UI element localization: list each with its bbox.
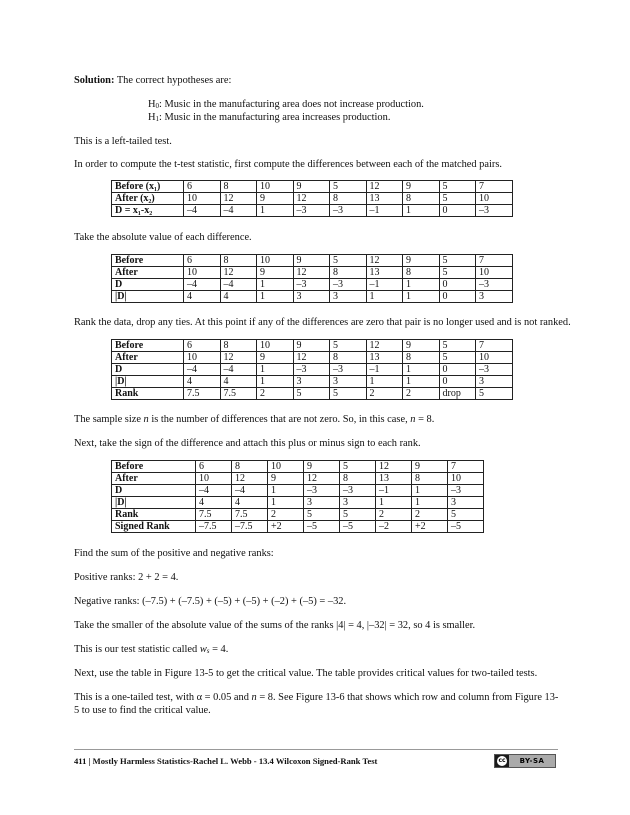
table-cell: 5 <box>439 193 476 205</box>
row-label: |D| <box>112 376 184 388</box>
table-cell: 3 <box>293 376 330 388</box>
table-cell: 8 <box>330 267 367 279</box>
table-cell: 10 <box>184 267 221 279</box>
table-cell: 8 <box>330 193 367 205</box>
table-cell: –3 <box>293 364 330 376</box>
h0-text: : Music in the manufacturing area does not increase production. <box>159 99 424 110</box>
table-cell: 9 <box>257 352 294 364</box>
table-cell: 5 <box>330 340 367 352</box>
creative-commons-icon: cc <box>498 757 506 764</box>
table-cell: 2 <box>268 509 304 521</box>
table-cell: 1 <box>403 291 440 303</box>
row-label: |D| <box>112 291 184 303</box>
table-cell: 2 <box>376 509 412 521</box>
table-cell: +2 <box>412 521 448 533</box>
table-cell: 9 <box>257 193 294 205</box>
h0-sub: 0 <box>155 102 160 110</box>
table-cell: 5 <box>330 181 367 193</box>
row-label: Rank <box>112 509 196 521</box>
table-cell: 10 <box>257 181 294 193</box>
table-cell: 12 <box>232 473 268 485</box>
table-cell: 12 <box>220 267 257 279</box>
table-cell: 7.5 <box>220 388 257 400</box>
table-cell: 9 <box>293 255 330 267</box>
table-cell: –4 <box>220 279 257 291</box>
smaller-text: Take the smaller of the absolute value of the sums of the ranks |4| = 4, |–32| = 32, so 4 is smaller. <box>74 620 476 631</box>
table-cell: drop <box>439 388 476 400</box>
table-cell: 5 <box>448 509 484 521</box>
table-cell: 7.5 <box>184 388 221 400</box>
table-cell: –3 <box>340 485 376 497</box>
table-cell: 7 <box>476 181 513 193</box>
table-cell: 6 <box>184 181 221 193</box>
row-label: Before <box>112 461 196 473</box>
table-cell: 1 <box>268 497 304 509</box>
footer-divider <box>74 749 558 750</box>
row-label: After <box>112 352 184 364</box>
table-cell: 9 <box>268 473 304 485</box>
table-cell: 5 <box>439 181 476 193</box>
solution-text: The correct hypotheses are: <box>114 75 232 86</box>
differences-table <box>111 180 513 217</box>
table-cell: 12 <box>220 193 257 205</box>
table-cell: –1 <box>366 205 403 217</box>
table-cell: 7.5 <box>232 509 268 521</box>
one-tailed-text-line2: 5 to use to find the critical value. <box>74 705 211 716</box>
table-cell: 8 <box>403 193 440 205</box>
table-cell: 1 <box>257 291 294 303</box>
table-cell: 1 <box>376 497 412 509</box>
table-cell: 1 <box>268 485 304 497</box>
table-cell: 3 <box>476 376 513 388</box>
table-cell: 8 <box>403 352 440 364</box>
row-label: D <box>112 485 196 497</box>
table-cell: 2 <box>403 388 440 400</box>
table-cell: 10 <box>476 193 513 205</box>
solution-line <box>74 74 231 87</box>
table-cell: 5 <box>330 255 367 267</box>
table-cell: –3 <box>476 279 513 291</box>
table-cell: 9 <box>293 181 330 193</box>
table-cell: 13 <box>376 473 412 485</box>
table-cell: 9 <box>403 340 440 352</box>
table-cell: 6 <box>184 340 221 352</box>
sum-ranks-text: Find the sum of the positive and negative ranks: <box>74 548 274 559</box>
h1-label: H <box>148 112 156 123</box>
table-cell: –5 <box>340 521 376 533</box>
table-cell: 0 <box>439 376 476 388</box>
table-cell: 10 <box>448 473 484 485</box>
table-cell: 9 <box>293 340 330 352</box>
table-cell: –1 <box>366 364 403 376</box>
table-row <box>112 279 513 291</box>
table-cell: 1 <box>403 376 440 388</box>
table-cell: –3 <box>330 205 367 217</box>
table-cell: –4 <box>232 485 268 497</box>
table-cell: 2 <box>412 509 448 521</box>
table-cell: 1 <box>403 364 440 376</box>
row-label: Before (x₁) <box>112 181 184 193</box>
row-label: After (x₂) <box>112 193 184 205</box>
sample-size-text: The sample size n is the number of differences that are not zero. So, in this case, n = 8. <box>74 414 435 425</box>
table-cell: 12 <box>366 181 403 193</box>
table-cell: –1 <box>376 485 412 497</box>
table-cell: 12 <box>304 473 340 485</box>
row-label: After <box>112 473 196 485</box>
table-cell: 8 <box>330 352 367 364</box>
absolute-differences-table <box>111 254 513 303</box>
null-hypothesis <box>148 98 424 111</box>
table-row <box>112 461 484 473</box>
table-cell: 1 <box>412 497 448 509</box>
table-cell: 2 <box>257 388 294 400</box>
table-cell: 3 <box>304 497 340 509</box>
table-cell: 5 <box>293 388 330 400</box>
table-cell: 2 <box>366 388 403 400</box>
table-cell: 5 <box>340 509 376 521</box>
license-text: BY-SA <box>509 755 555 767</box>
table-row <box>112 376 513 388</box>
license-badge[interactable] <box>494 754 556 768</box>
row-label: Before <box>112 340 184 352</box>
page-footer: 411 | Mostly Harmless Statistics-Rachel L. Webb - 13.4 Wilcoxon Signed-Rank Test <box>74 756 378 766</box>
row-label: D <box>112 364 184 376</box>
table-cell: 5 <box>330 388 367 400</box>
table-cell: 1 <box>403 205 440 217</box>
table-cell: 6 <box>196 461 232 473</box>
h1-text: : Music in the manufacturing area increases production. <box>159 112 391 123</box>
table-row <box>112 521 484 533</box>
table-cell: 5 <box>476 388 513 400</box>
table-cell: –3 <box>476 205 513 217</box>
table-cell: –4 <box>220 205 257 217</box>
table-cell: 13 <box>366 193 403 205</box>
table-row <box>112 255 513 267</box>
table-cell: 10 <box>476 267 513 279</box>
negative-ranks-text: Negative ranks: (–7.5) + (–7.5) + (–5) + (–5) + (–2) + (–5) = –32. <box>74 596 347 607</box>
test-statistic-text: This is our test statistic called $w_s = 4$. <box>74 644 229 655</box>
table-cell: 3 <box>340 497 376 509</box>
table-cell: 1 <box>257 205 294 217</box>
table-cell: –3 <box>330 364 367 376</box>
row-label: Before <box>112 255 184 267</box>
table-row <box>112 352 513 364</box>
table-cell: 4 <box>220 291 257 303</box>
table-cell: 1 <box>257 376 294 388</box>
table-cell: 5 <box>439 255 476 267</box>
table-cell: –4 <box>220 364 257 376</box>
table-cell: 1 <box>366 291 403 303</box>
table-cell: 13 <box>366 352 403 364</box>
table-cell: 12 <box>293 193 330 205</box>
table-cell: 0 <box>439 364 476 376</box>
table-cell: 5 <box>340 461 376 473</box>
table-cell: 13 <box>366 267 403 279</box>
table-cell: 4 <box>196 497 232 509</box>
table-cell: 1 <box>366 376 403 388</box>
table-cell: 8 <box>232 461 268 473</box>
table-row <box>112 267 513 279</box>
table-cell: –7.5 <box>232 521 268 533</box>
table-cell: 3 <box>330 291 367 303</box>
table-cell: 10 <box>196 473 232 485</box>
table-cell: 9 <box>257 267 294 279</box>
table-row <box>112 388 513 400</box>
table-row <box>112 509 484 521</box>
table-cell: –3 <box>293 205 330 217</box>
h0-label: H <box>148 99 156 110</box>
table-cell: 10 <box>257 255 294 267</box>
table-cell: 5 <box>439 340 476 352</box>
table-cell: 3 <box>448 497 484 509</box>
table-cell: 9 <box>403 255 440 267</box>
table-cell: 1 <box>412 485 448 497</box>
h1-sub: 1 <box>155 115 160 123</box>
table-cell: –4 <box>184 205 221 217</box>
row-label: |D| <box>112 497 196 509</box>
table-cell: 10 <box>184 352 221 364</box>
table-cell: 9 <box>412 461 448 473</box>
table-cell: –3 <box>476 364 513 376</box>
row-label: D = x₁-x₂ <box>112 205 184 217</box>
rank-text: Rank the data, drop any ties. At this point if any of the differences are zero that pair is no longer used and is not ranked. <box>74 317 571 328</box>
table-cell: 1 <box>257 364 294 376</box>
table-cell: 8 <box>403 267 440 279</box>
table-cell: 12 <box>366 255 403 267</box>
positive-ranks-text: Positive ranks: 2 + 2 = 4. <box>74 572 179 583</box>
table-cell: 0 <box>439 279 476 291</box>
table-cell: 9 <box>403 181 440 193</box>
table-cell: 4 <box>220 376 257 388</box>
table-cell: 5 <box>439 352 476 364</box>
table-row <box>112 497 484 509</box>
table-cell: 4 <box>232 497 268 509</box>
table-row <box>112 205 513 217</box>
table-cell: 3 <box>330 376 367 388</box>
table-cell: 6 <box>184 255 221 267</box>
table-cell: –3 <box>304 485 340 497</box>
left-tailed-text: This is a left-tailed test. <box>74 136 172 147</box>
row-label: After <box>112 267 184 279</box>
table-cell: 1 <box>403 279 440 291</box>
table-cell: 12 <box>293 352 330 364</box>
table-cell: –4 <box>196 485 232 497</box>
table-cell: –2 <box>376 521 412 533</box>
table-row <box>112 181 513 193</box>
table-row <box>112 473 484 485</box>
table-cell: 8 <box>220 255 257 267</box>
signed-rank-table <box>111 460 484 533</box>
row-label: D <box>112 279 184 291</box>
table-cell: –5 <box>448 521 484 533</box>
table-cell: 7 <box>476 340 513 352</box>
table-cell: –3 <box>330 279 367 291</box>
critical-value-text: Next, use the table in Figure 13-5 to get the critical value. The table provides critical values for two-tailed tests. <box>74 668 538 679</box>
table-cell: 12 <box>366 340 403 352</box>
table-cell: –4 <box>184 279 221 291</box>
table-cell: 1 <box>257 279 294 291</box>
table-cell: 10 <box>476 352 513 364</box>
ranked-table <box>111 339 513 400</box>
table-cell: 7 <box>476 255 513 267</box>
table-cell: 5 <box>304 509 340 521</box>
table-cell: 8 <box>220 181 257 193</box>
table-cell: –5 <box>304 521 340 533</box>
table-cell: 10 <box>268 461 304 473</box>
table-cell: –3 <box>293 279 330 291</box>
abs-value-text: Take the absolute value of each difference. <box>74 232 252 243</box>
sign-text: Next, take the sign of the difference and attach this plus or minus sign to each rank. <box>74 438 421 449</box>
table-cell: –7.5 <box>196 521 232 533</box>
table-row <box>112 485 484 497</box>
table-row <box>112 193 513 205</box>
solution-label: Solution: <box>74 75 115 86</box>
table-cell: 8 <box>220 340 257 352</box>
row-label: Rank <box>112 388 184 400</box>
table-cell: 3 <box>476 291 513 303</box>
one-tailed-text-line1: This is a one-tailed test, with α = 0.05 and n = 8. See Figure 13-6 that shows which row and column from Figure 13- <box>74 692 559 703</box>
table-row <box>112 364 513 376</box>
table-cell: 0 <box>439 205 476 217</box>
table-cell: 10 <box>184 193 221 205</box>
alt-hypothesis <box>148 111 390 124</box>
table-cell: 3 <box>293 291 330 303</box>
table-cell: +2 <box>268 521 304 533</box>
row-label: Signed Rank <box>112 521 196 533</box>
compute-diff-text: In order to compute the t-test statistic, first compute the differences between each of the matched pairs. <box>74 159 502 170</box>
table-row <box>112 340 513 352</box>
table-cell: 4 <box>184 376 221 388</box>
table-cell: –1 <box>366 279 403 291</box>
table-cell: 10 <box>257 340 294 352</box>
table-cell: 8 <box>340 473 376 485</box>
table-cell: 4 <box>184 291 221 303</box>
table-cell: 0 <box>439 291 476 303</box>
table-cell: 12 <box>376 461 412 473</box>
table-cell: 7 <box>448 461 484 473</box>
table-cell: 5 <box>439 267 476 279</box>
table-cell: 12 <box>220 352 257 364</box>
table-cell: 7.5 <box>196 509 232 521</box>
table-cell: 12 <box>293 267 330 279</box>
table-cell: –3 <box>448 485 484 497</box>
table-cell: 8 <box>412 473 448 485</box>
table-cell: 9 <box>304 461 340 473</box>
table-cell: –4 <box>184 364 221 376</box>
table-row <box>112 291 513 303</box>
